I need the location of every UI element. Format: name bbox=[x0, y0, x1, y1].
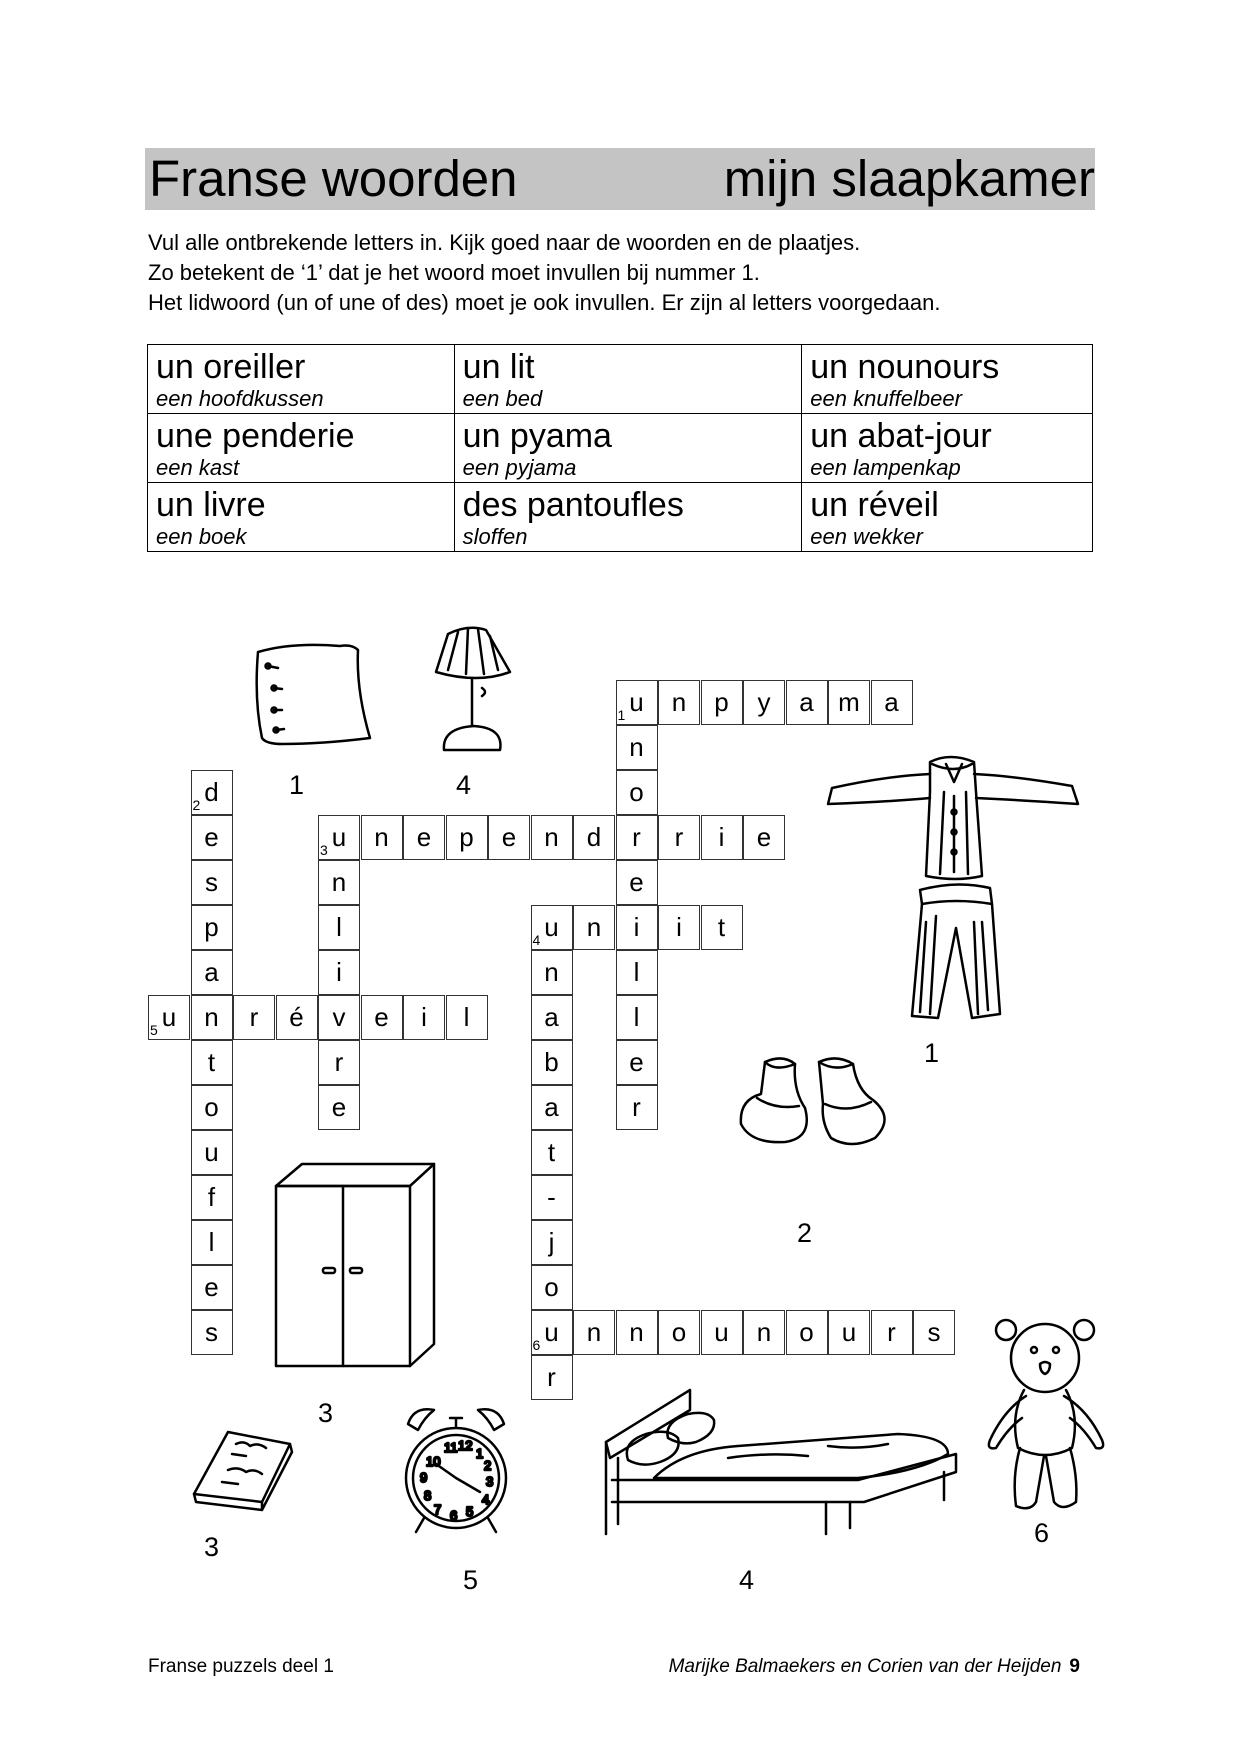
page-number: 9 bbox=[1069, 1656, 1080, 1677]
clock-digit: 4 bbox=[482, 1492, 490, 1507]
clock-digit: 12 bbox=[458, 1438, 473, 1453]
cell-letter: d bbox=[586, 822, 602, 852]
cell-letter: s bbox=[927, 1317, 941, 1347]
dutch-translation: een boek bbox=[156, 524, 247, 549]
cell-letter: - bbox=[547, 1182, 556, 1212]
dutch-translation: een hoofdkussen bbox=[156, 386, 324, 411]
french-word: un oreiller bbox=[156, 348, 306, 386]
crossword-cell[interactable] bbox=[531, 905, 573, 950]
cell-letter: e bbox=[204, 1272, 219, 1302]
clue-number: 5 bbox=[150, 1022, 158, 1038]
crossword-cell[interactable] bbox=[871, 680, 913, 725]
clue-number: 3 bbox=[320, 842, 328, 858]
dutch-translation: een knuffelbeer bbox=[810, 386, 962, 411]
crossword-cell[interactable] bbox=[191, 1040, 233, 1085]
crossword-cell[interactable] bbox=[701, 680, 743, 725]
cell-letter: n bbox=[374, 822, 389, 852]
crossword-cell[interactable] bbox=[318, 1085, 360, 1130]
crossword-cell[interactable] bbox=[531, 1130, 573, 1175]
french-word: un pyama bbox=[462, 417, 612, 455]
crossword-cell[interactable] bbox=[318, 995, 360, 1040]
crossword-cell[interactable] bbox=[786, 1310, 828, 1355]
cell-letter: u bbox=[204, 1137, 219, 1167]
french-word: un abat-jour bbox=[810, 417, 992, 455]
instruction-line: Het lidwoord (un of une of des) moet je ook invullen. Er zijn al letters voorgedaan. bbox=[148, 290, 941, 315]
crossword-cell[interactable] bbox=[743, 815, 785, 860]
crossword-cell[interactable] bbox=[191, 1130, 233, 1175]
crossword-cell[interactable] bbox=[828, 1310, 870, 1355]
crossword-cell[interactable] bbox=[191, 1085, 233, 1130]
crossword-cell[interactable] bbox=[913, 1310, 955, 1355]
footer-series: Franse puzzels deel 1 bbox=[148, 1656, 334, 1677]
clock-digit: 5 bbox=[466, 1504, 474, 1519]
clue-number: 6 bbox=[532, 1337, 541, 1353]
cell-letter: e bbox=[629, 1047, 644, 1077]
crossword-cell[interactable] bbox=[616, 950, 658, 995]
crossword-cell[interactable] bbox=[616, 770, 658, 815]
crossword-cell[interactable] bbox=[191, 995, 233, 1040]
cell-letter: i bbox=[676, 912, 682, 942]
clock-digit: 3 bbox=[486, 1474, 494, 1489]
crossword-cell[interactable] bbox=[531, 1085, 573, 1130]
crossword-cell[interactable] bbox=[573, 1310, 615, 1355]
clock-digit: 2 bbox=[484, 1458, 492, 1473]
french-word: un livre bbox=[156, 486, 266, 524]
cell-letter: i bbox=[633, 912, 640, 942]
crossword-cell[interactable] bbox=[191, 860, 233, 905]
crossword-cell[interactable] bbox=[191, 1220, 233, 1265]
cell-letter: r bbox=[674, 822, 684, 852]
french-word: des pantoufles bbox=[462, 486, 684, 524]
crossword-cell[interactable] bbox=[403, 815, 445, 860]
crossword-cell[interactable] bbox=[191, 815, 233, 860]
crossword-cell[interactable] bbox=[573, 905, 615, 950]
crossword-cell[interactable] bbox=[701, 815, 743, 860]
cell-letter: o bbox=[629, 777, 644, 807]
crossword-cell[interactable] bbox=[276, 995, 318, 1040]
crossword-cell[interactable] bbox=[658, 680, 700, 725]
cell-letter: l bbox=[336, 912, 342, 942]
cell-letter: u bbox=[331, 822, 347, 852]
crossword-cell[interactable] bbox=[786, 680, 828, 725]
crossword-cell[interactable] bbox=[403, 995, 445, 1040]
cell-letter: i bbox=[336, 957, 342, 987]
cell-letter: n bbox=[204, 1002, 219, 1032]
vocab-cell bbox=[802, 345, 1093, 414]
lamp-picture bbox=[428, 622, 518, 757]
cell-letter: e bbox=[374, 1002, 389, 1032]
cell-letter: n bbox=[544, 957, 559, 987]
vocabulary-table bbox=[147, 344, 1093, 552]
cell-letter: e bbox=[204, 822, 219, 852]
vocab-cell bbox=[148, 483, 455, 552]
french-word: un réveil bbox=[810, 486, 939, 524]
crossword-cell[interactable] bbox=[446, 815, 488, 860]
crossword-cell[interactable] bbox=[531, 1310, 573, 1355]
cell-letter: l bbox=[208, 1227, 215, 1257]
page-subtitle: mijn slaapkamer bbox=[723, 150, 1095, 207]
dutch-translation: sloffen bbox=[462, 524, 528, 549]
clock-digit: 10 bbox=[426, 1454, 441, 1469]
clock-digit: 1 bbox=[476, 1446, 484, 1461]
dutch-translation: een pyjama bbox=[462, 455, 577, 480]
pyjama-picture bbox=[826, 752, 1082, 1022]
crossword-cell[interactable] bbox=[616, 815, 658, 860]
crossword-cell[interactable] bbox=[531, 1220, 573, 1265]
cell-letter: i bbox=[421, 1002, 427, 1032]
cell-letter: v bbox=[332, 1002, 346, 1032]
crossword-cell[interactable] bbox=[743, 1310, 785, 1355]
cell-letter: s bbox=[205, 867, 218, 897]
cell-letter: a bbox=[544, 1002, 559, 1032]
cell-letter: n bbox=[629, 732, 644, 762]
crossword-cell[interactable] bbox=[616, 1085, 658, 1130]
cell-letter: n bbox=[671, 687, 687, 717]
crossword-cell[interactable] bbox=[658, 1310, 700, 1355]
french-word: une penderie bbox=[156, 417, 355, 455]
cell-letter: u bbox=[841, 1317, 857, 1347]
vocab-cell bbox=[148, 345, 455, 414]
book-picture bbox=[192, 1430, 294, 1512]
crossword-cell[interactable] bbox=[361, 995, 403, 1040]
footer-authors bbox=[669, 1656, 1080, 1678]
instructions bbox=[148, 228, 940, 318]
crossword-cell[interactable] bbox=[191, 950, 233, 995]
cell-letter: u bbox=[629, 687, 644, 717]
clue-number: 2 bbox=[192, 797, 201, 813]
crossword-cell[interactable] bbox=[573, 815, 615, 860]
crossword-cell[interactable] bbox=[488, 815, 530, 860]
clock-digit: 7 bbox=[434, 1502, 442, 1517]
crossword-cell[interactable] bbox=[446, 995, 488, 1040]
cell-letter: r bbox=[249, 1002, 259, 1032]
vocab-cell bbox=[802, 483, 1093, 552]
crossword-cell[interactable] bbox=[318, 950, 360, 995]
cell-letter: t bbox=[207, 1047, 216, 1077]
cell-letter: d bbox=[204, 777, 219, 807]
crossword-cell[interactable] bbox=[531, 1265, 573, 1310]
cell-letter: e bbox=[501, 822, 517, 852]
cell-letter: p bbox=[204, 912, 219, 942]
pillow-picture bbox=[252, 640, 372, 750]
clock-digit: 9 bbox=[420, 1470, 428, 1485]
clock-digit: 8 bbox=[424, 1488, 432, 1503]
cell-letter: é bbox=[289, 1002, 304, 1032]
crossword-cell[interactable] bbox=[616, 995, 658, 1040]
crossword-cell[interactable] bbox=[616, 680, 658, 725]
cell-letter: n bbox=[756, 1317, 772, 1347]
cell-letter: n bbox=[586, 912, 602, 942]
crossword-cell[interactable] bbox=[233, 995, 275, 1040]
cell-letter: e bbox=[331, 1092, 347, 1122]
dutch-translation: een wekker bbox=[810, 524, 923, 549]
cell-letter: t bbox=[547, 1137, 556, 1167]
cell-letter: a bbox=[884, 687, 899, 717]
vocab-cell bbox=[454, 483, 802, 552]
cell-letter: n bbox=[629, 1317, 644, 1347]
cell-letter: o bbox=[671, 1317, 687, 1347]
crossword-cell[interactable] bbox=[148, 995, 190, 1040]
picture-number: 3 bbox=[204, 1532, 220, 1562]
clock-digit: 11 bbox=[444, 1440, 458, 1455]
crossword-cell[interactable] bbox=[191, 770, 233, 815]
cell-letter: r bbox=[547, 1362, 556, 1392]
crossword-cell[interactable] bbox=[658, 815, 700, 860]
crossword-cell[interactable] bbox=[318, 1040, 360, 1085]
clock-digit: 6 bbox=[450, 1508, 458, 1523]
slippers-picture bbox=[735, 1050, 895, 1155]
vocab-cell bbox=[454, 345, 802, 414]
crossword-cell[interactable] bbox=[616, 1040, 658, 1085]
cell-letter: o bbox=[544, 1272, 559, 1302]
cell-letter: n bbox=[331, 867, 347, 897]
picture-number: 2 bbox=[797, 1218, 813, 1248]
cell-letter: u bbox=[544, 1317, 559, 1347]
picture-number: 4 bbox=[739, 1565, 755, 1595]
picture-number: 5 bbox=[463, 1565, 479, 1595]
wardrobe-picture bbox=[274, 1162, 438, 1368]
cell-letter: u bbox=[161, 1002, 177, 1032]
cell-letter: a bbox=[544, 1092, 559, 1122]
crossword-cell[interactable] bbox=[191, 1310, 233, 1355]
cell-letter: r bbox=[632, 822, 641, 852]
crossword-cell[interactable] bbox=[616, 860, 658, 905]
crossword-cell[interactable] bbox=[318, 905, 360, 950]
cell-letter: l bbox=[633, 1002, 640, 1032]
cell-letter: l bbox=[463, 1002, 470, 1032]
vocab-cell bbox=[148, 414, 455, 483]
dutch-translation: een lampenkap bbox=[810, 455, 961, 480]
cell-letter: o bbox=[204, 1092, 219, 1122]
vocab-cell bbox=[454, 414, 802, 483]
vocab-cell bbox=[802, 414, 1093, 483]
cell-letter: a bbox=[204, 957, 219, 987]
crossword-cell[interactable] bbox=[616, 1310, 658, 1355]
crossword-cell[interactable] bbox=[743, 680, 785, 725]
cell-letter: y bbox=[757, 687, 771, 717]
instruction-line: Zo betekent de ‘1’ dat je het woord moet invullen bij nummer 1. bbox=[148, 260, 760, 285]
cell-letter: b bbox=[544, 1047, 559, 1077]
cell-letter: f bbox=[207, 1182, 216, 1212]
cell-letter: p bbox=[714, 687, 729, 717]
crossword-cell[interactable] bbox=[318, 815, 360, 860]
crossword-cell[interactable] bbox=[616, 725, 658, 770]
crossword-cell[interactable] bbox=[191, 905, 233, 950]
cell-letter: j bbox=[548, 1227, 555, 1257]
clue-number: 4 bbox=[532, 932, 541, 948]
cell-letter: u bbox=[544, 912, 559, 942]
cell-letter: l bbox=[633, 957, 640, 987]
crossword-cell[interactable] bbox=[531, 815, 573, 860]
picture-number: 1 bbox=[289, 770, 305, 800]
cell-letter: t bbox=[717, 912, 726, 942]
crossword-cell[interactable] bbox=[531, 995, 573, 1040]
cell-letter: n bbox=[586, 1317, 602, 1347]
cell-letter: e bbox=[756, 822, 772, 852]
french-word: un lit bbox=[462, 348, 535, 386]
crossword-cell[interactable] bbox=[531, 950, 573, 995]
cell-letter: n bbox=[544, 822, 559, 852]
crossword-cell[interactable] bbox=[701, 1310, 743, 1355]
cell-letter: u bbox=[714, 1317, 729, 1347]
crossword-cell[interactable] bbox=[828, 680, 870, 725]
crossword-cell[interactable] bbox=[361, 815, 403, 860]
picture-number: 3 bbox=[318, 1398, 334, 1428]
dutch-translation: een bed bbox=[462, 386, 543, 411]
crossword-cell[interactable] bbox=[616, 905, 658, 950]
crossword-cell[interactable] bbox=[191, 1265, 233, 1310]
cell-letter: e bbox=[416, 822, 432, 852]
cell-letter: p bbox=[459, 822, 474, 852]
cell-letter: r bbox=[632, 1092, 641, 1122]
footer-author-names: Marijke Balmaekers en Corien van der Heijden bbox=[668, 1656, 1062, 1677]
picture-number: 6 bbox=[1034, 1518, 1050, 1548]
instruction-line: Vul alle ontbrekende letters in. Kijk goed naar de woorden en de plaatjes. bbox=[148, 230, 861, 255]
crossword-cell[interactable] bbox=[531, 1355, 573, 1400]
teddy-bear-picture bbox=[984, 1316, 1118, 1512]
crossword-cell[interactable] bbox=[658, 905, 700, 950]
crossword-cell[interactable] bbox=[531, 1175, 573, 1220]
cell-letter: o bbox=[799, 1317, 814, 1347]
crossword-cell[interactable] bbox=[191, 1175, 233, 1220]
crossword-cell[interactable] bbox=[531, 1040, 573, 1085]
dutch-translation: een kast bbox=[156, 455, 240, 480]
cell-letter: s bbox=[205, 1317, 218, 1347]
clue-number: 1 bbox=[617, 707, 626, 723]
alarm-clock-picture bbox=[400, 1400, 512, 1536]
picture-number: 4 bbox=[456, 770, 472, 800]
bed-picture bbox=[598, 1388, 958, 1538]
cell-letter: i bbox=[718, 822, 725, 852]
crossword-cell[interactable] bbox=[871, 1310, 913, 1355]
cell-letter: a bbox=[799, 687, 814, 717]
picture-number: 1 bbox=[924, 1038, 940, 1068]
french-word: un nounours bbox=[810, 348, 1000, 386]
crossword-cell[interactable] bbox=[701, 905, 743, 950]
cell-letter: r bbox=[334, 1047, 344, 1077]
cell-letter: e bbox=[629, 867, 644, 897]
cell-letter: m bbox=[838, 687, 860, 717]
page-title: Franse woorden bbox=[149, 150, 518, 207]
cell-letter: r bbox=[887, 1317, 896, 1347]
crossword-cell[interactable] bbox=[318, 860, 360, 905]
